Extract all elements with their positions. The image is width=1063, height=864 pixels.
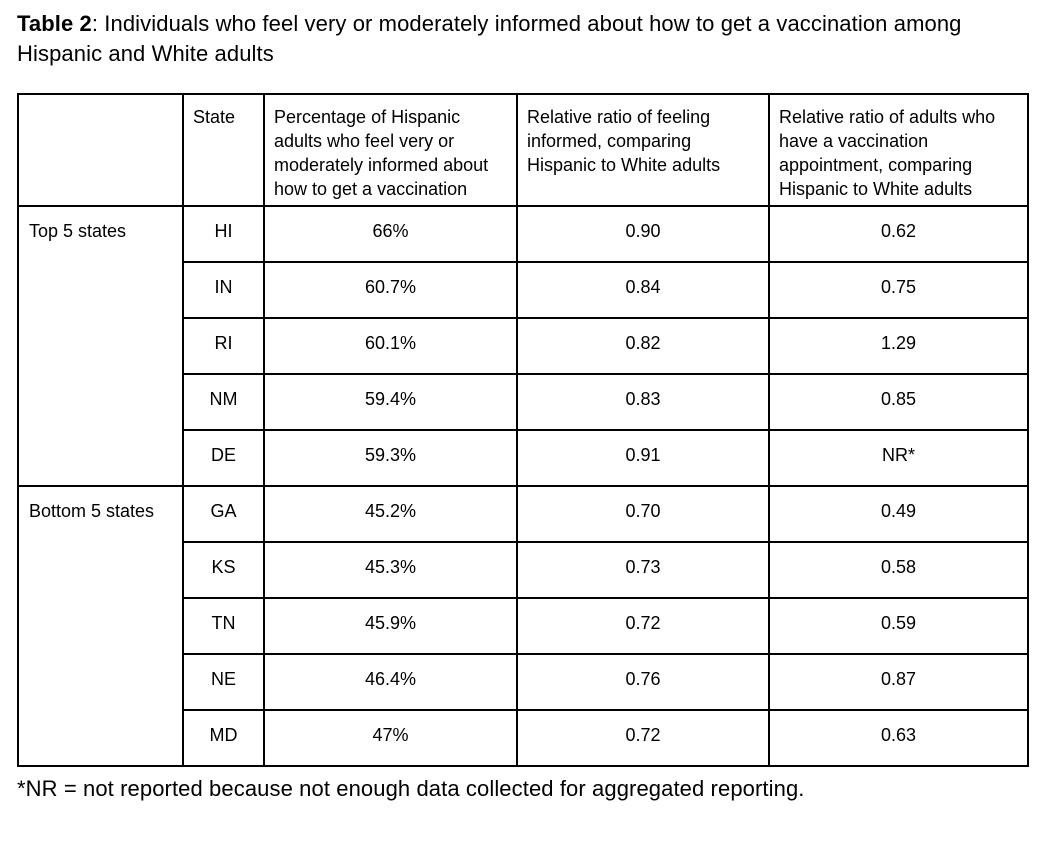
state-cell: MD (183, 710, 264, 766)
ratio-appointment-cell: 0.59 (769, 598, 1028, 654)
state-cell: IN (183, 262, 264, 318)
ratio-appointment-cell: 0.62 (769, 206, 1028, 262)
state-cell: NE (183, 654, 264, 710)
group-label-bottom5: Bottom 5 states (18, 486, 183, 766)
ratio-informed-cell: 0.76 (517, 654, 769, 710)
table-caption-label: Table 2 (17, 11, 92, 36)
ratio-appointment-cell: 0.63 (769, 710, 1028, 766)
percentage-cell: 45.2% (264, 486, 517, 542)
ratio-appointment-cell: 0.75 (769, 262, 1028, 318)
header-state: State (183, 94, 264, 206)
ratio-appointment-cell: NR* (769, 430, 1028, 486)
percentage-cell: 47% (264, 710, 517, 766)
group-label-top5: Top 5 states (18, 206, 183, 486)
vaccination-informed-table (17, 93, 1029, 767)
ratio-appointment-cell: 0.58 (769, 542, 1028, 598)
header-ratio-appointment: Relative ratio of adults who have a vaccination appointment, comparing Hispanic to White adults (769, 94, 1028, 206)
header-ratio-informed: Relative ratio of feeling informed, comparing Hispanic to White adults (517, 94, 769, 206)
percentage-cell: 59.3% (264, 430, 517, 486)
percentage-cell: 45.9% (264, 598, 517, 654)
percentage-cell: 46.4% (264, 654, 517, 710)
ratio-informed-cell: 0.91 (517, 430, 769, 486)
header-percentage-informed: Percentage of Hispanic adults who feel very or moderately informed about how to get a vaccination (264, 94, 517, 206)
nr-footnote: *NR = not reported because not enough data collected for aggregated reporting. (17, 776, 805, 801)
state-cell: KS (183, 542, 264, 598)
ratio-informed-cell: 0.72 (517, 710, 769, 766)
table-row (18, 486, 1028, 542)
percentage-cell: 45.3% (264, 542, 517, 598)
table-caption-text: : Individuals who feel very or moderately informed about how to get a vaccination among Hispanic and White adults (17, 11, 962, 66)
ratio-informed-cell: 0.82 (517, 318, 769, 374)
ratio-appointment-cell: 0.87 (769, 654, 1028, 710)
header-corner-cell (18, 94, 183, 206)
percentage-cell: 66% (264, 206, 517, 262)
state-cell: NM (183, 374, 264, 430)
state-cell: HI (183, 206, 264, 262)
ratio-informed-cell: 0.90 (517, 206, 769, 262)
table-row (18, 206, 1028, 262)
ratio-informed-cell: 0.70 (517, 486, 769, 542)
ratio-informed-cell: 0.73 (517, 542, 769, 598)
state-cell: RI (183, 318, 264, 374)
percentage-cell: 59.4% (264, 374, 517, 430)
percentage-cell: 60.1% (264, 318, 517, 374)
table-caption (17, 9, 1009, 69)
ratio-informed-cell: 0.84 (517, 262, 769, 318)
ratio-appointment-cell: 0.85 (769, 374, 1028, 430)
state-cell: GA (183, 486, 264, 542)
ratio-appointment-cell: 0.49 (769, 486, 1028, 542)
header-row (18, 94, 1028, 206)
state-cell: DE (183, 430, 264, 486)
ratio-informed-cell: 0.72 (517, 598, 769, 654)
percentage-cell: 60.7% (264, 262, 517, 318)
ratio-informed-cell: 0.83 (517, 374, 769, 430)
ratio-appointment-cell: 1.29 (769, 318, 1028, 374)
state-cell: TN (183, 598, 264, 654)
